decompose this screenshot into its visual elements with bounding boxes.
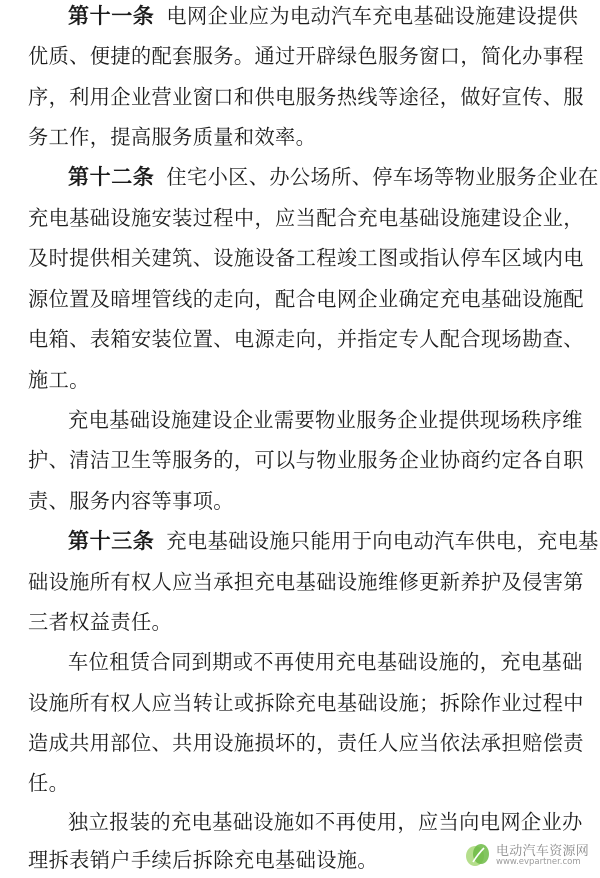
paragraph-line: 责、服务内容等事项。 [28, 489, 234, 513]
paragraph-line: 及时提供相关建筑、设施设备工程竣工图或指认停车区域内电 [28, 246, 584, 270]
paragraph-line: 充电基础设施安装过程中，应当配合充电基础设施建设企业， [28, 206, 584, 230]
article-heading: 第十三条 [68, 529, 155, 553]
line-text: 电网企业应为电动汽车充电基础设施建设提供 [166, 4, 579, 28]
paragraph-line: 任。 [28, 771, 70, 795]
paragraph-line: 造成共用部位、共用设施损坏的，责任人应当依法承担赔偿责 [28, 731, 584, 755]
paragraph-line [68, 161, 599, 193]
article-heading: 第十二条 [68, 165, 155, 189]
watermark-site-name: 电动汽车资源网 [496, 844, 590, 859]
evpartner-watermark [464, 838, 594, 872]
paragraph-line: 序，利用企业营业窗口和供电服务热线等途径，做好宣传、服 [28, 85, 584, 109]
paragraph-line: 理拆表销户手续后拆除充电基础设施。 [28, 848, 378, 872]
article-heading: 第十一条 [68, 4, 155, 28]
paragraph-line: 源位置及暗埋管线的走向，配合电网企业确定充电基础设施配 [28, 287, 584, 311]
line-text: 住宅小区、办公场所、停车场等物业服务企业在 [166, 165, 599, 189]
paragraph-line [68, 0, 578, 32]
paragraph-line: 电箱、表箱安装位置、电源走向，并指定专人配合现场勘查、 [28, 327, 584, 351]
paragraph-line: 施工。 [28, 368, 90, 392]
paragraph-line: 优质、便捷的配套服务。通过开辟绿色服务窗口，简化办事程 [28, 44, 584, 68]
paragraph-line: 设施所有权人应当转让或拆除充电基础设施；拆除作业过程中 [28, 691, 584, 715]
paragraph-line: 护、清洁卫生等服务的，可以与物业服务企业协商约定各自职 [28, 448, 584, 472]
line-text: 充电基础设施只能用于向电动汽车供电，充电基 [166, 529, 599, 553]
paragraph-line: 充电基础设施建设企业需要物业服务企业提供现场秩序维 [68, 408, 583, 432]
paragraph-line [68, 525, 599, 557]
watermark-url: www.evpartner.com [496, 857, 581, 867]
paragraph-line: 独立报装的充电基础设施如不再使用，应当向电网企业办 [68, 810, 583, 834]
paragraph-line: 务工作，提高服务质量和效率。 [28, 125, 317, 149]
paragraph-line: 车位租赁合同到期或不再使用充电基础设施的，充电基础 [68, 650, 583, 674]
paragraph-line: 三者权益责任。 [28, 610, 173, 634]
evpartner-logo-icon [464, 841, 492, 869]
paragraph-line: 础设施所有权人应当承担充电基础设施维修更新养护及侵害第 [28, 570, 584, 594]
